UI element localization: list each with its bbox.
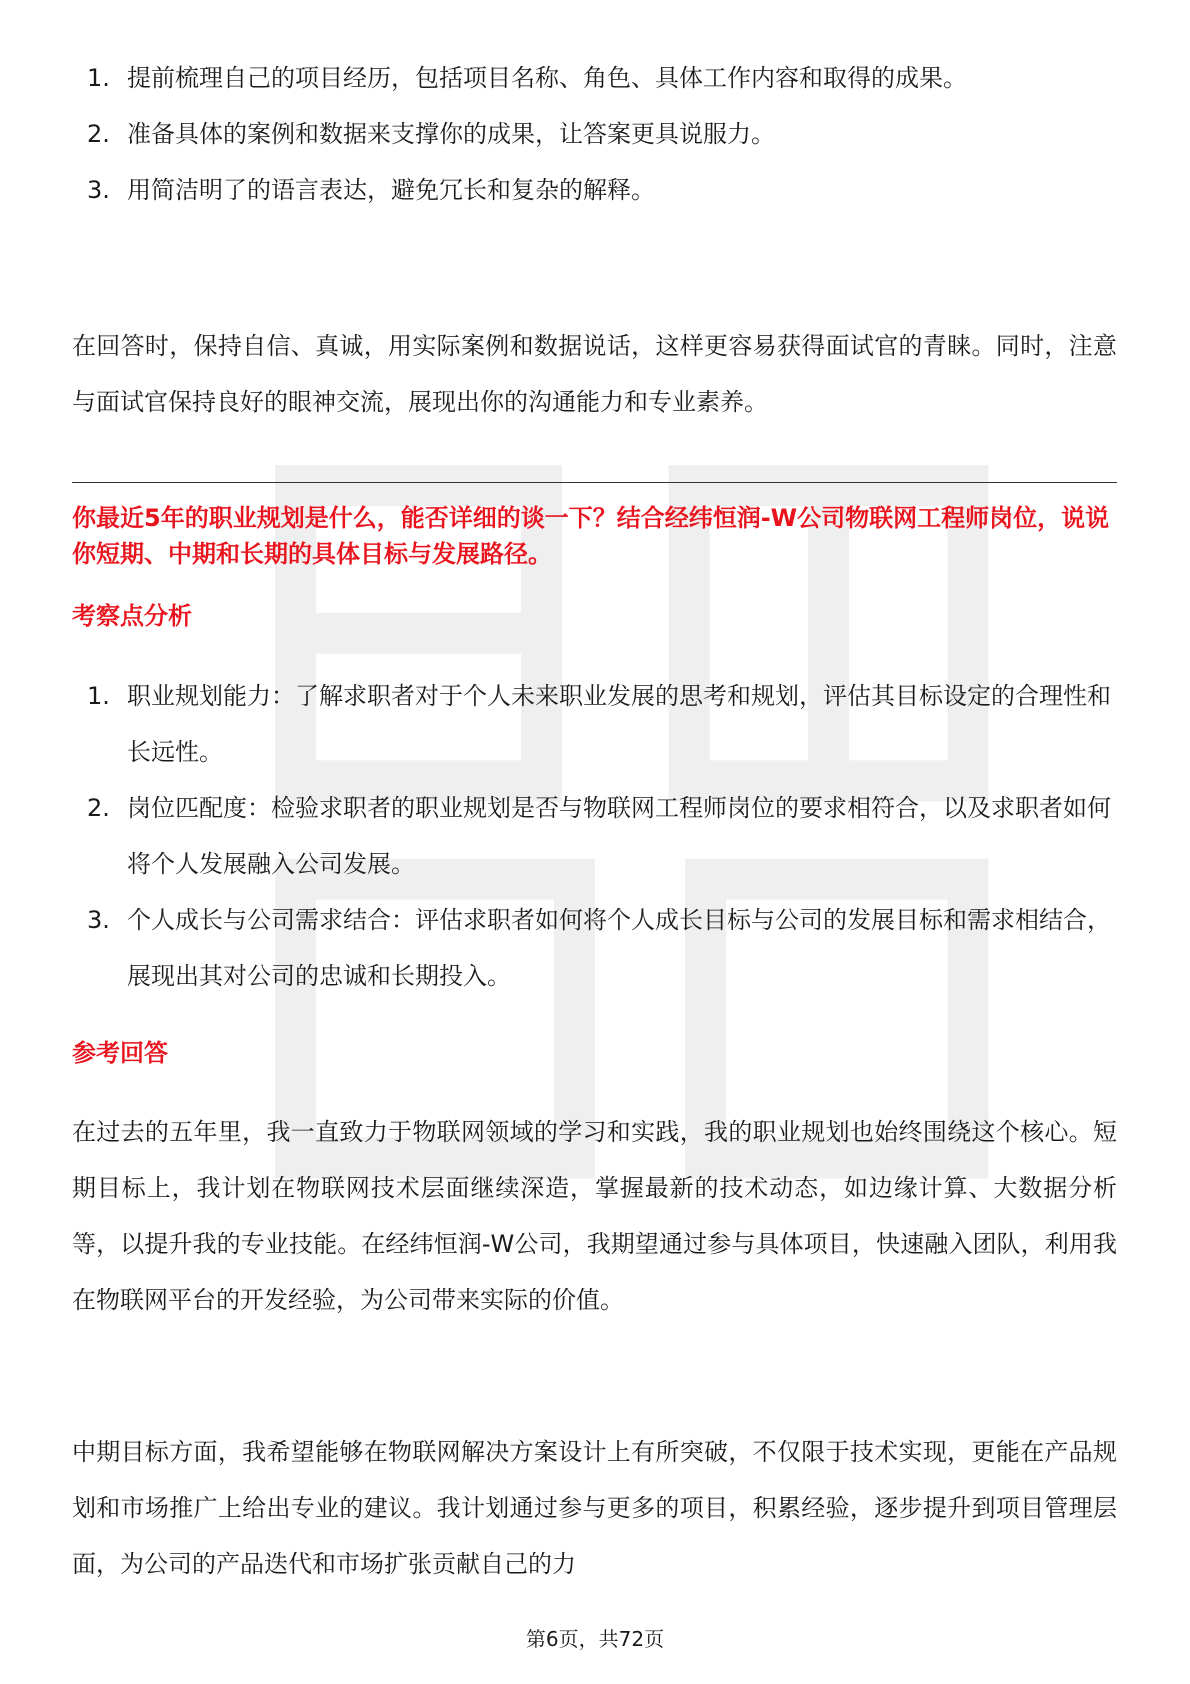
list-number: 1.: [87, 682, 110, 710]
list-text: 岗位匹配度：检验求职者的职业规划是否与物联网工程师岗位的要求相符合，以及求职者如何将个人发展融入公司发展。: [127, 794, 1111, 878]
list-text: 准备具体的案例和数据来支撑你的成果，让答案更具说服力。: [127, 120, 775, 148]
list-item: [0, 668, 1117, 780]
analysis-list: [0, 668, 1190, 1004]
list-item: [0, 50, 1117, 106]
list-text: 个人成长与公司需求结合：评估求职者如何将个人成长目标与公司的发展目标和需求相结合，展现出其对公司的忠诚和长期投入。: [127, 906, 1111, 990]
section-divider: [72, 482, 1117, 483]
top-tips-list: [0, 50, 1190, 218]
list-number: 2.: [87, 120, 110, 148]
reference-heading: 参考回答: [72, 1039, 168, 1067]
list-item: [0, 892, 1117, 1004]
interview-question: 你最近5年的职业规划是什么，能否详细的谈一下？结合经纬恒润-W公司物联网工程师岗位，说说你短期、中期和长期的具体目标与发展路径。: [72, 504, 1110, 568]
list-item: [0, 106, 1117, 162]
closing-paragraph: 在回答时，保持自信、真诚，用实际案例和数据说话，这样更容易获得面试官的青睐。同时，注意与面试官保持良好的眼神交流，展现出你的沟通能力和专业素养。: [72, 332, 1117, 416]
list-text: 职业规划能力：了解求职者对于个人未来职业发展的思考和规划，评估其目标设定的合理性和长远性。: [127, 682, 1111, 766]
reference-paragraph: 在过去的五年里，我一直致力于物联网领域的学习和实践，我的职业规划也始终围绕这个核心。短期目标上，我计划在物联网技术层面继续深造，掌握最新的技术动态，如边缘计算、大数据分析等，以提升我的专业技能。在经纬恒润-W公司，我期望通过参与具体项目，快速融入团队，利用我在物联网平台的开发经验，为公司带来实际的价值。: [72, 1118, 1117, 1314]
list-number: 3.: [87, 906, 110, 934]
list-number: 1.: [87, 64, 110, 92]
list-item: [0, 162, 1117, 218]
list-number: 2.: [87, 794, 110, 822]
list-text: 用简洁明了的语言表达，避免冗长和复杂的解释。: [127, 176, 655, 204]
page-footer: 第6页，共72页: [525, 1627, 665, 1651]
reference-paragraph: 中期目标方面，我希望能够在物联网解决方案设计上有所突破，不仅限于技术实现，更能在产品规划和市场推广上给出专业的建议。我计划通过参与更多的项目，积累经验，逐步提升到项目管理层面，为公司的产品迭代和市场扩张贡献自己的力: [72, 1438, 1117, 1578]
list-item: [0, 780, 1117, 892]
list-number: 3.: [87, 176, 110, 204]
analysis-heading: 考察点分析: [72, 602, 192, 630]
list-text: 提前梳理自己的项目经历，包括项目名称、角色、具体工作内容和取得的成果。: [127, 64, 967, 92]
